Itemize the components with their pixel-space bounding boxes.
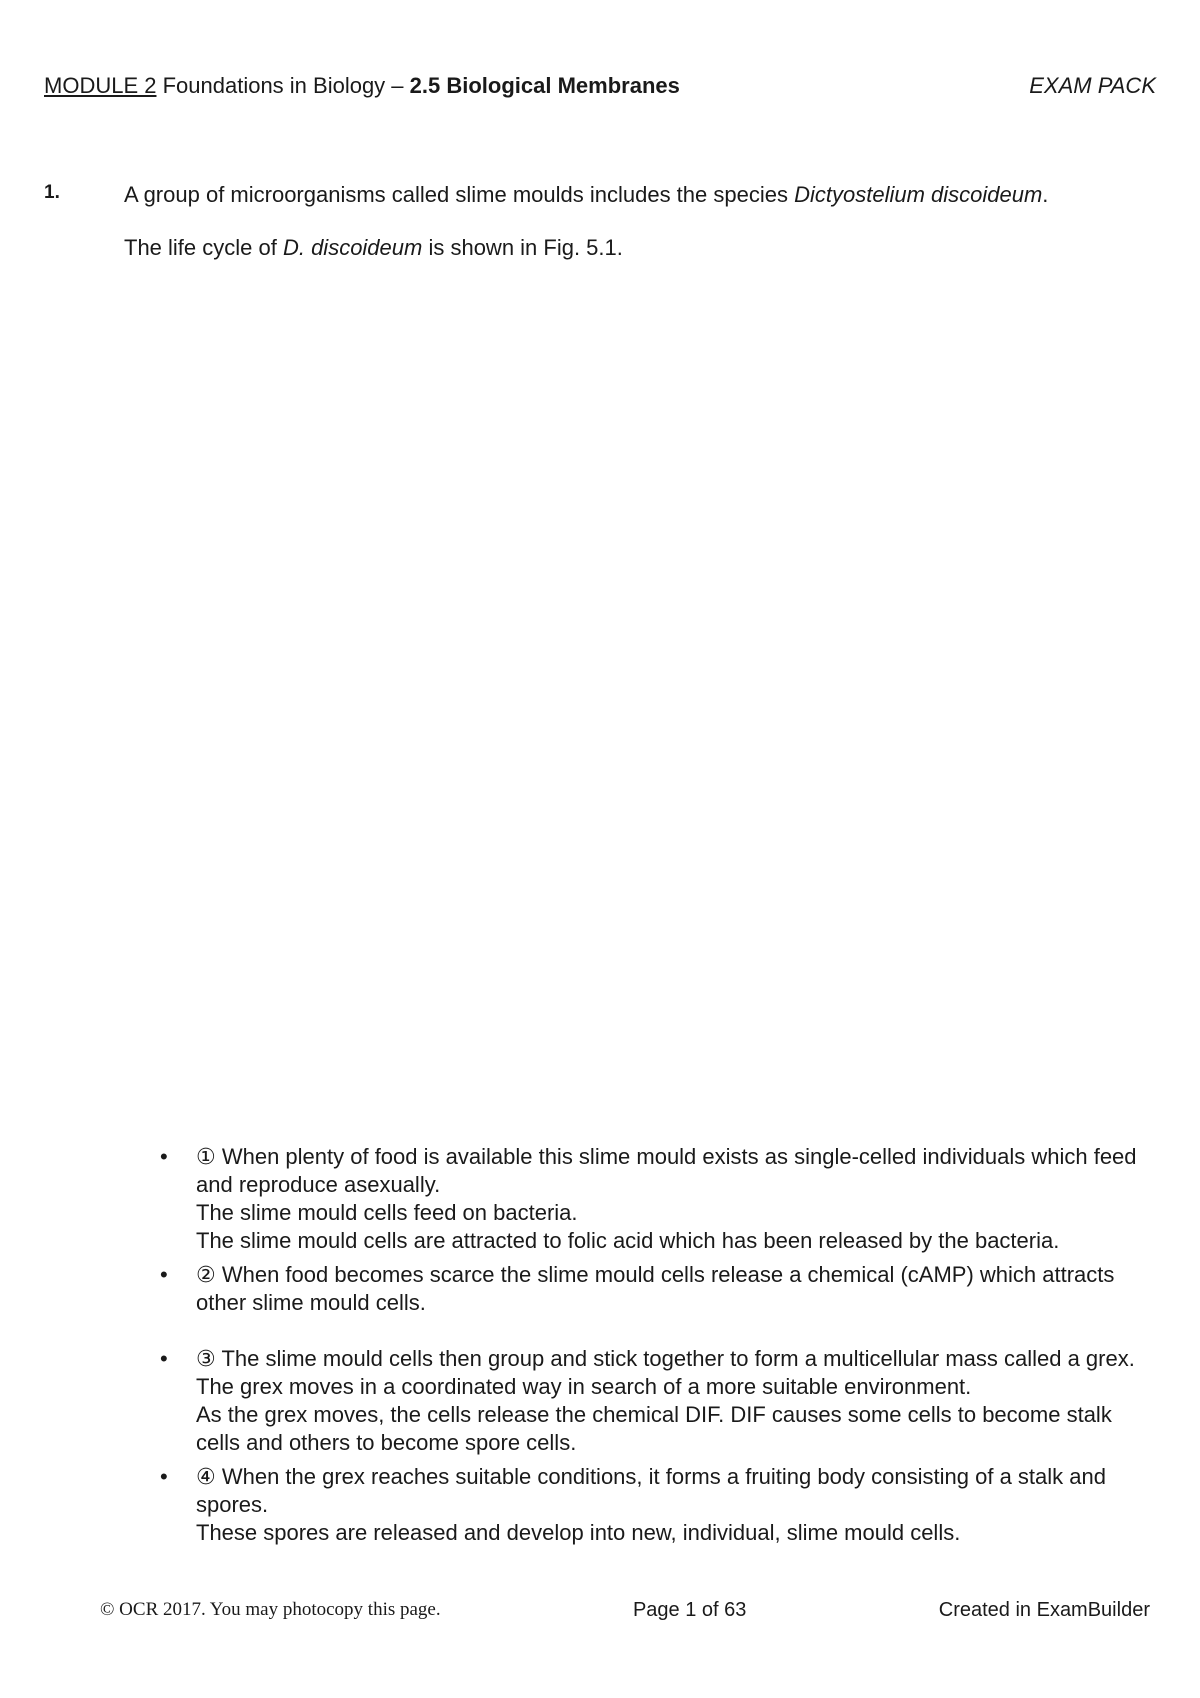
intro-end: . [1042, 182, 1049, 207]
spacer [160, 1317, 1140, 1345]
topic-label: 2.5 Biological Membranes [409, 73, 680, 98]
bullet-line: As the grex moves, the cells release the chemical DIF. DIF causes some cells to become stalk cells and others to become spore cells. [196, 1402, 1112, 1455]
exam-pack-label: EXAM PACK [1029, 73, 1156, 98]
life-cycle-sentence [124, 233, 1054, 262]
bullet-dot: • [160, 1346, 168, 1371]
life-cycle-bullets [160, 1143, 1140, 1547]
created-in-label: Created in ExamBuilder [938, 1599, 1150, 1621]
bullet-line: The slime mould cells feed on bacteria. [196, 1200, 578, 1225]
short-species-name: D. discoideum [282, 235, 423, 260]
module-label: MODULE 2 [44, 73, 157, 98]
life-text-a: The life cycle of [124, 235, 283, 260]
bullet-3 [160, 1345, 1140, 1457]
species-name: Dictyostelium discoideum [794, 182, 1043, 207]
figure-placeholder [124, 300, 1054, 1120]
page-header [44, 72, 1156, 100]
bullet-line: ① When plenty of food is available this slime mould exists as single-celled individuals which feed and reproduce asexually. [196, 1144, 1137, 1197]
copyright-notice: © OCR 2017. You may photocopy this page. [100, 1599, 441, 1620]
question-number: 1. [44, 182, 60, 203]
bullet-1 [160, 1143, 1140, 1255]
bullet-2 [160, 1261, 1140, 1317]
bullet-line: ④ When the grex reaches suitable conditions, it forms a fruiting body consisting of a stalk and spores. [196, 1464, 1106, 1517]
bullet-4 [160, 1463, 1140, 1547]
header-left [44, 72, 680, 100]
bullet-dot: • [160, 1144, 168, 1169]
question-text [124, 180, 1054, 286]
bullet-line: The grex moves in a coordinated way in search of a more suitable environment. [196, 1374, 972, 1399]
bullet-dot: • [160, 1464, 168, 1489]
question-intro [124, 180, 1054, 209]
page-number: Page 1 of 63 [632, 1599, 747, 1621]
bullet-line: The slime mould cells are attracted to folic acid which has been released by the bacteria. [196, 1228, 1060, 1253]
course-label: Foundations in Biology – [156, 73, 410, 98]
life-text-b: is shown in Fig. 5.1. [422, 235, 623, 260]
bullet-line: ② When food becomes scarce the slime mould cells release a chemical (cAMP) which attracts other slime mould cells. [196, 1262, 1115, 1315]
page-footer [100, 1598, 1150, 1622]
bullet-line: These spores are released and develop into new, individual, slime mould cells. [196, 1520, 961, 1545]
bullet-line: ③ The slime mould cells then group and stick together to form a multicellular mass called a grex. [196, 1346, 1135, 1371]
bullet-dot: • [160, 1262, 168, 1287]
intro-text: A group of microorganisms called slime moulds includes the species [124, 182, 795, 207]
